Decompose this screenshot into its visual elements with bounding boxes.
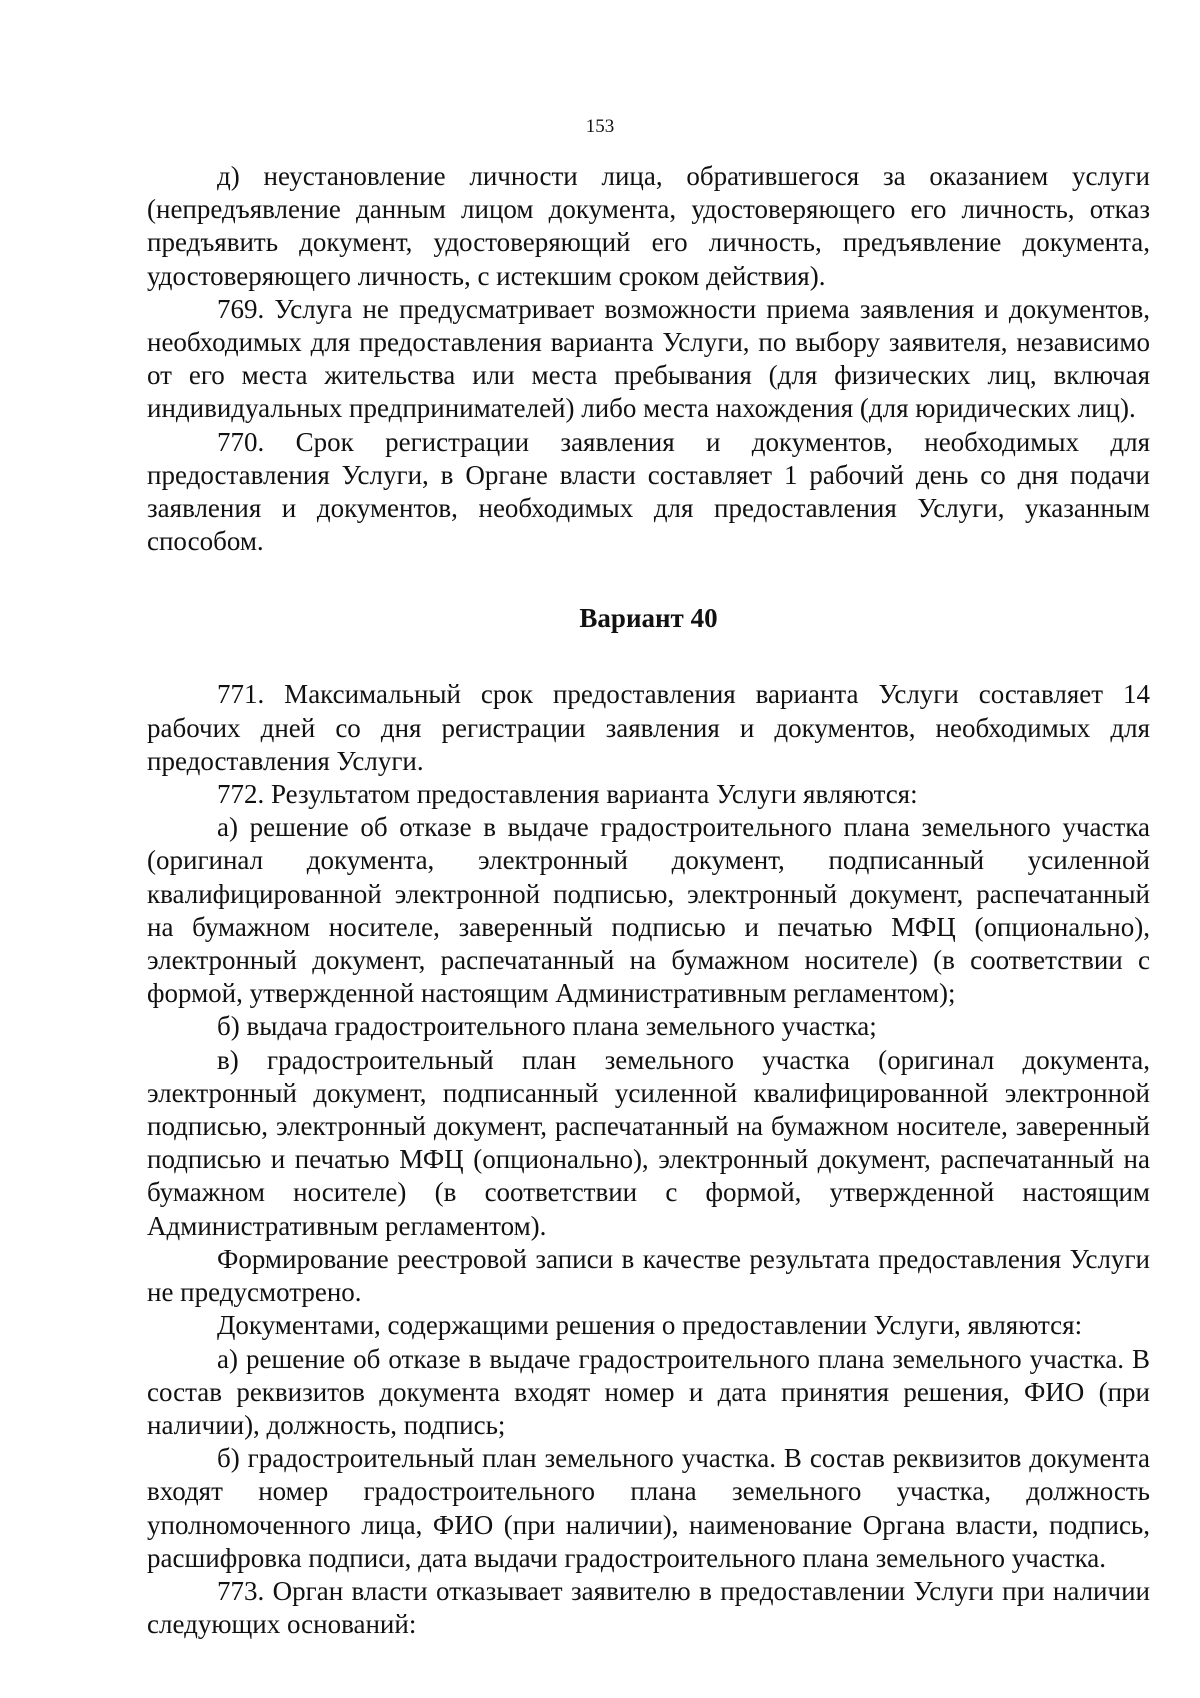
paragraph: 773. Орган власти отказывает заявителю в предоставлении Услуги при наличии следующих оснований: [147,1575,1150,1640]
paragraph: в) градостроительный план земельного участка (оригинал документа, электронный документ, подписанный усиленной квалифицированной электронной подписью, электронный документ, распечатанный на бумажном носителе, заверенный подписью и печатью МФЦ (опционально), электронный документ, распечатанный на бумажном носителе) (в соответствии с формой, утвержденной настоящим Административным регламентом). [147,1044,1150,1241]
document-body [147,160,1150,1641]
paragraph: б) градостроительный план земельного участка. В состав реквизитов документа входят номер градостроительного плана земельного участка, должность уполномоченного лица, ФИО (при наличии), наименование Органа власти, подпись, расшифровка подписи, дата выдачи градостроительного плана земельного участка. [147,1443,1150,1573]
page-number: 153 [585,116,615,137]
paragraph: 772. Результатом предоставления варианта Услуги являются: [217,779,918,810]
paragraph: 770. Срок регистрации заявления и документов, необходимых для предоставления Услуги, в Органе власти составляет 1 рабочий день со дня подачи заявления и документов, необходимых для предоставления Услуги, указанным способом. [147,426,1150,557]
paragraph: д) неустановление личности лица, обратившегося за оказанием услуги (непредъявление данным лицом документа, удостоверяющего его личность, отказ предъявить документ, удостоверяющий его личность, предъявление документа, удостоверяющего личность, с истекшим сроком действия). [147,161,1150,291]
section-heading: Вариант 40 [579,603,718,634]
paragraph: 771. Максимальный срок предоставления варианта Услуги составляет 14 рабочих дней со дня регистрации заявления и документов, необходимых для предоставления Услуги. [147,679,1150,776]
paragraph: Формирование реестровой записи в качестве результата предоставления Услуги не предусмотрено. [147,1243,1150,1308]
paragraph: 769. Услуга не предусматривает возможности приема заявления и документов, необходимых для предоставления варианта Услуги, по выбору заявителя, независимо от его места жительства или места пребывания (для физических лиц, включая индивидуальных предпринимателей) либо места нахождения (для юридических лиц). [147,293,1150,424]
paragraph: б) выдача градостроительного плана земельного участка; [217,1011,877,1042]
paragraph: а) решение об отказе в выдаче градостроительного плана земельного участка (оригинал документа, электронный документ, подписанный усиленной квалифицированной электронной подписью, электронный документ, распечатанный на бумажном носителе, заверенный подписью и печатью МФЦ (опционально), электронный документ, распечатанный на бумажном носителе) (в соответствии с формой, утвержденной настоящим Административным регламентом); [147,812,1150,1009]
paragraph: Документами, содержащими решения о предоставлении Услуги, являются: [217,1310,1083,1341]
paragraph: а) решение об отказе в выдаче градостроительного плана земельного участка. В состав реквизитов документа входят номер и дата принятия решения, ФИО (при наличии), должность, подпись; [147,1343,1150,1440]
